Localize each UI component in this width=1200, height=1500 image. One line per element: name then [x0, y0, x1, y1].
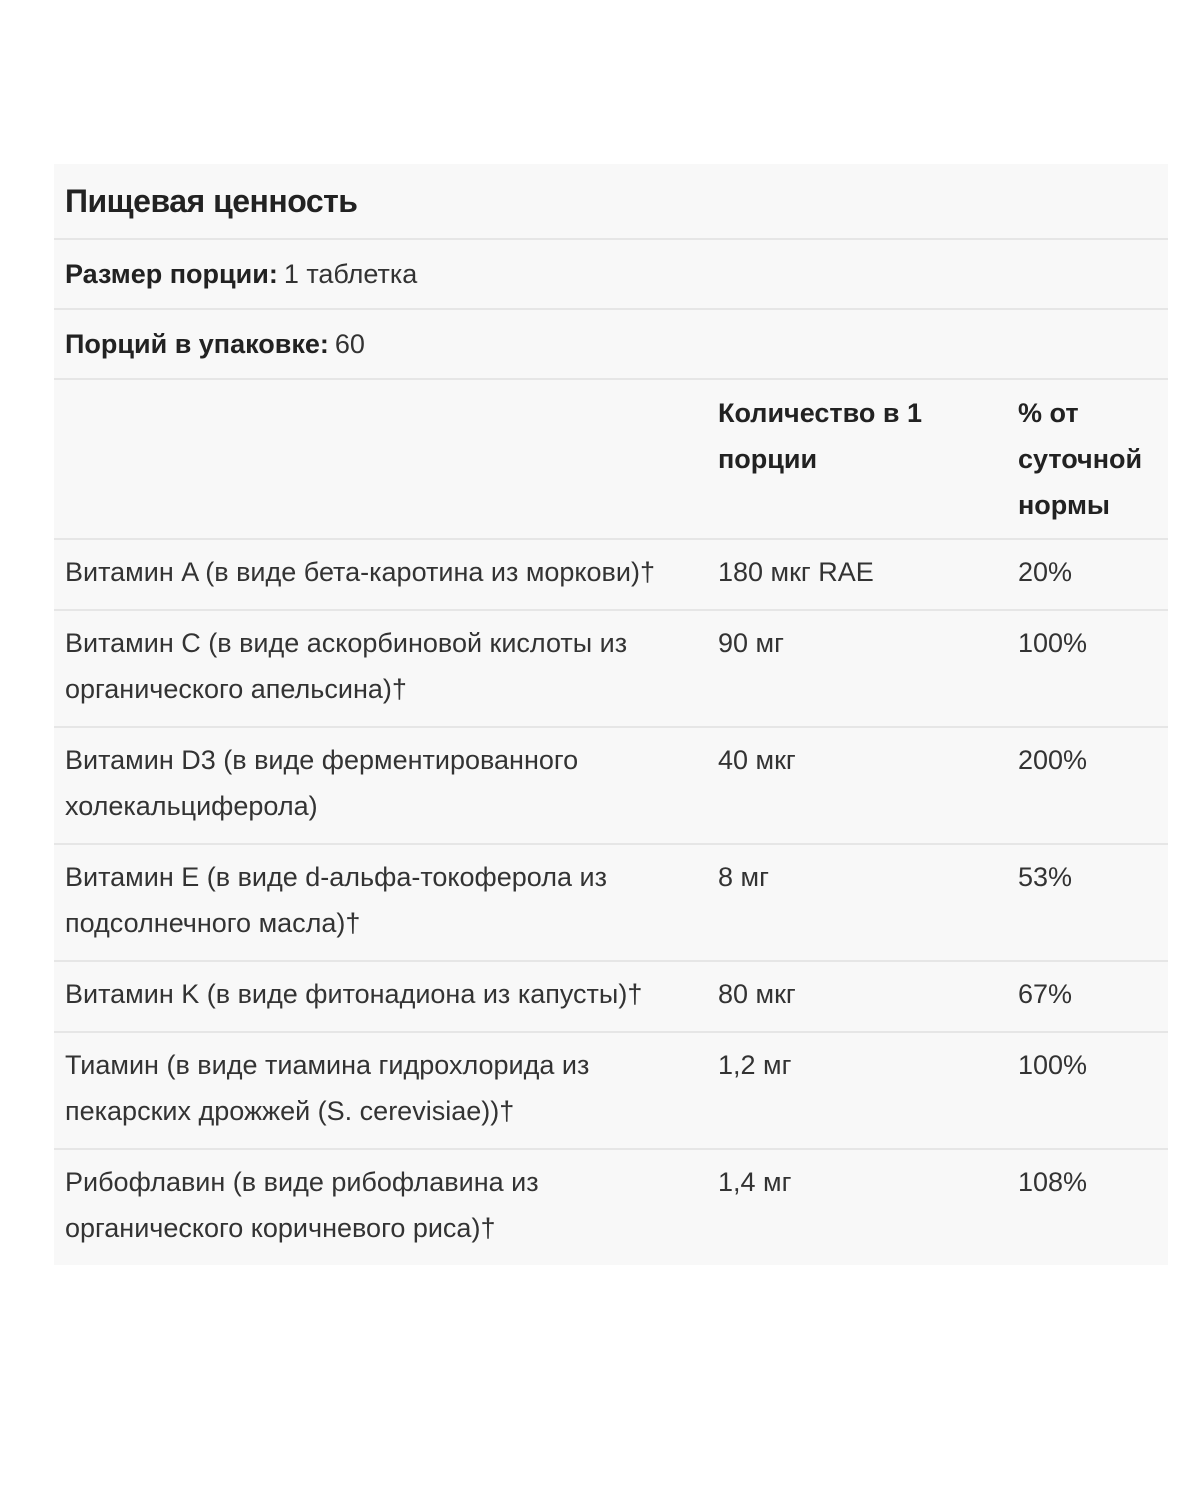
- page-title: Пищевая ценность: [65, 182, 358, 219]
- nutrient-daily-value: 67%: [1008, 961, 1168, 1032]
- nutrient-amount: 40 мкг: [708, 727, 1008, 844]
- nutrient-amount: 180 мкг RAE: [708, 539, 1008, 610]
- table-row: [54, 727, 1168, 844]
- nutrient-name: Тиамин (в виде тиамина гидрохлорида из пекарских дрожжей (S. cerevisiae))†: [54, 1032, 708, 1149]
- nutrient-amount: 8 мг: [708, 844, 1008, 961]
- nutrient-name: Рибофлавин (в виде рибофлавина из органического коричневого риса)†: [65, 1167, 539, 1243]
- nutrient-name: Витамин C (в виде аскорбиновой кислоты из органического апельсина)†: [54, 610, 708, 727]
- serving-size-label: Размер порции:: [65, 258, 278, 289]
- header-amount-per-serving: Количество в 1 порции: [708, 380, 1008, 539]
- nutrient-daily-value: 108%: [1018, 1167, 1088, 1197]
- table-row: [54, 961, 1168, 1032]
- header-daily-value: % от суточной нормы: [1008, 380, 1168, 539]
- title-row: [54, 164, 1168, 240]
- nutrient-daily-value: 20%: [1008, 539, 1168, 610]
- nutrient-daily-value: 100%: [1008, 610, 1168, 727]
- nutrient-name: Витамин A (в виде бета-каротина из моркови)†: [54, 539, 708, 610]
- nutrient-amount: 1,4 мг: [718, 1167, 792, 1197]
- nutrient-name: Витамин K (в виде фитонадиона из капусты)†: [54, 961, 708, 1032]
- nutrient-daily-value: 100%: [1008, 1032, 1168, 1149]
- servings-per-container-value: 60: [334, 328, 365, 359]
- nutrient-name: Витамин D3 (в виде ферментированного холекальциферола): [54, 727, 708, 844]
- table-row: [54, 1032, 1168, 1149]
- nutrient-amount: 90 мг: [708, 610, 1008, 727]
- nutrient-amount: 1,2 мг: [708, 1032, 1008, 1149]
- nutrient-table: [54, 380, 1168, 1265]
- nutrition-facts-panel: [54, 164, 1168, 1265]
- nutrient-amount: 80 мкг: [708, 961, 1008, 1032]
- table-header-row: [54, 380, 1168, 539]
- servings-per-container-row: [54, 310, 1168, 380]
- nutrient-daily-value: 53%: [1008, 844, 1168, 961]
- serving-size-value: 1 таблетка: [283, 258, 418, 289]
- servings-per-container-label: Порций в упаковке:: [65, 328, 329, 359]
- nutrient-daily-value: 200%: [1008, 727, 1168, 844]
- nutrient-name: Витамин E (в виде d-альфа-токоферола из подсолнечного масла)†: [54, 844, 708, 961]
- serving-size-row: [54, 240, 1168, 310]
- table-row: [54, 844, 1168, 961]
- table-row: [54, 539, 1168, 610]
- header-nutrient: [54, 380, 708, 539]
- table-row: [54, 610, 1168, 727]
- table-row: [54, 1149, 1168, 1265]
